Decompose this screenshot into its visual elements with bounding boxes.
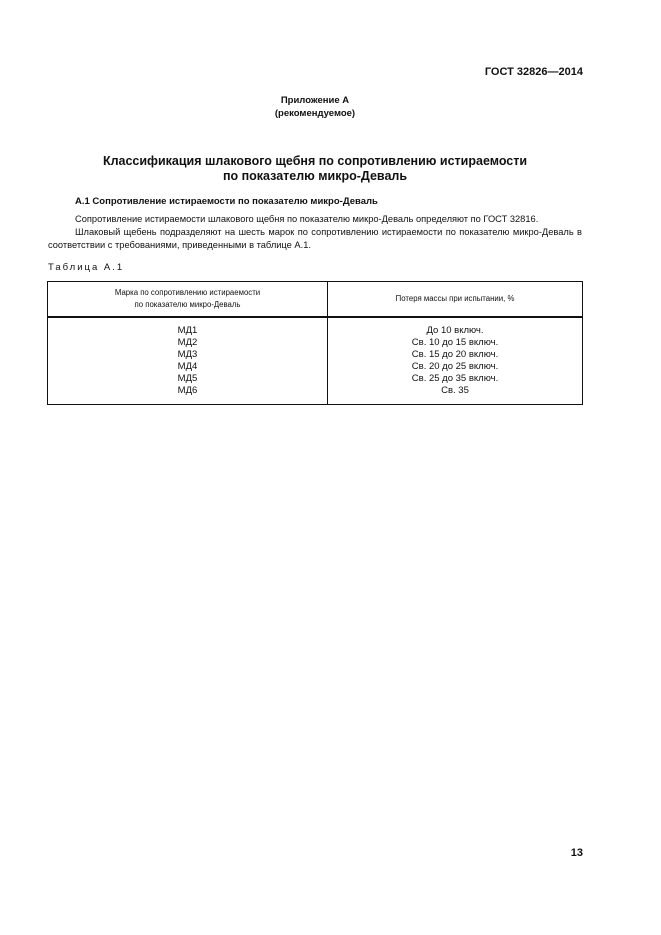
table-header-grade-line2: по показателю микро-Деваль — [134, 300, 241, 309]
table-header-grade — [48, 282, 328, 318]
mass-loss-value: Св. 25 до 35 включ. — [411, 373, 499, 384]
mass-loss-value: Св. 15 до 20 включ. — [411, 349, 499, 360]
table-row — [48, 317, 583, 405]
appendix-title: Приложение А — [280, 95, 350, 106]
page-title — [0, 154, 630, 184]
grade-value: МД5 — [177, 373, 198, 384]
section-heading: А.1 Сопротивление истираемости по показателю микро-Деваль — [75, 196, 378, 207]
mass-loss-value: Св. 20 до 25 включ. — [411, 361, 499, 372]
mass-loss-value: Св. 35 — [441, 385, 469, 396]
grade-value: МД1 — [177, 325, 198, 336]
grade-value: МД4 — [177, 361, 198, 372]
table-header-row — [48, 282, 583, 318]
mass-loss-value: Св. 10 до 15 включ. — [411, 337, 499, 348]
grade-value: МД6 — [177, 385, 198, 396]
paragraph-1: Сопротивление истираемости шлакового щебня по показателю микро-Деваль определяют по ГОСТ 32816. — [75, 214, 539, 224]
grade-value: МД3 — [177, 349, 198, 360]
page-title-line1: Классификация шлакового щебня по сопротивлению истираемости — [102, 154, 528, 168]
table-header-mass-loss: Потеря массы при испытании, % — [328, 282, 583, 318]
appendix-subtitle: (рекомендуемое) — [274, 108, 356, 119]
paragraph-2: Шлаковый щебень подразделяют на шесть марок по сопротивлению истираемости по показателю микро-Деваль в соответствии с требованиями, приведенными в таблице А.1. — [48, 227, 582, 250]
page-number: 13 — [570, 847, 583, 859]
table-header-grade-line1: Марка по сопротивлению истираемости — [114, 288, 261, 297]
document-code: ГОСТ 32826—2014 — [484, 66, 583, 78]
grade-cell — [48, 317, 328, 405]
grade-value: МД2 — [177, 337, 198, 348]
mass-loss-value: До 10 включ. — [426, 325, 484, 336]
mass-loss-cell — [328, 317, 583, 405]
table-label: Таблица А.1 — [48, 262, 125, 273]
page-title-line2: по показателю микро-Деваль — [222, 169, 408, 183]
classification-table — [47, 281, 583, 405]
